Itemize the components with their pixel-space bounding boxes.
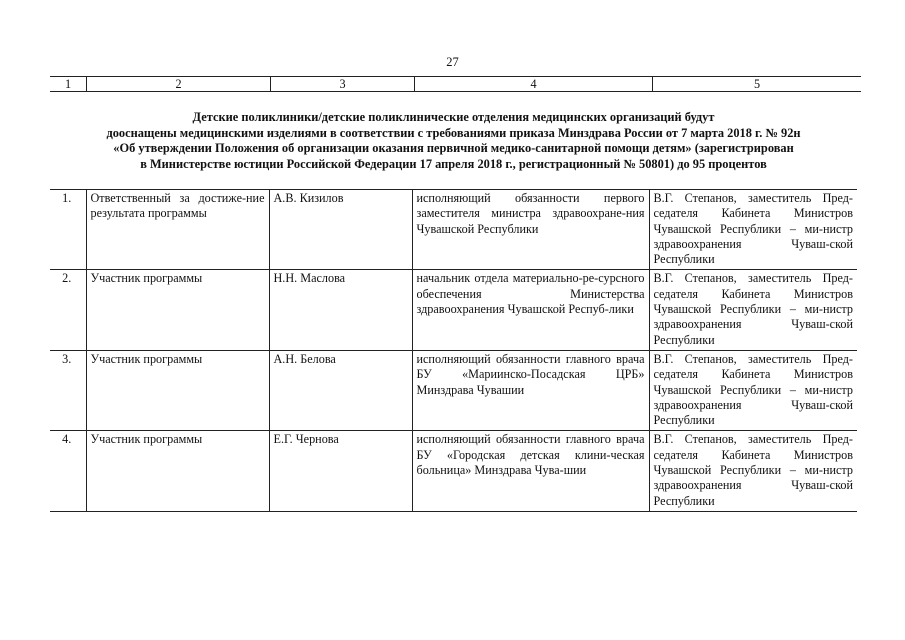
name-cell: Е.Г. Чернова: [269, 431, 412, 511]
section-heading-line: дооснащены медицинскими изделиями в соответствии с требованиями приказа Минздрава России от 7 марта 2018 г. № 92н: [106, 125, 801, 140]
name-cell: А.В. Кизилов: [269, 190, 412, 270]
supervisor-cell: В.Г. Степанов, заместитель Пред-седателя Кабинета Министров Чувашской Республики – ми-нистр здравоохранения Чуваш-ской Республики: [649, 190, 857, 270]
column-number-5: 5: [653, 77, 862, 92]
page-number: 27: [446, 55, 459, 69]
section-heading-line: в Министерстве юстиции Российской Федерации 17 апреля 2018 г., регистрационный № 50801) до 95 процентов: [140, 156, 767, 171]
position-cell: исполняющий обязанности главного врача БУ «Мариинско-Посадская ЦРБ» Минздрава Чувашии: [412, 350, 649, 430]
row-number: 3.: [50, 350, 86, 430]
section-heading-line: Детские поликлиники/детские поликлинические отделения медицинских организаций будут: [192, 110, 715, 124]
column-number-1: 1: [50, 77, 87, 92]
role-cell: Участник программы: [86, 270, 269, 350]
name-cell: Н.Н. Маслова: [269, 270, 412, 350]
responsibility-table: [50, 189, 857, 512]
role-cell: Участник программы: [86, 431, 269, 511]
table-row: [50, 431, 857, 511]
column-number-4: 4: [415, 77, 653, 92]
table-row: [50, 270, 857, 350]
column-number-header: [50, 76, 861, 92]
position-cell: исполняющий обязанности главного врача БУ «Городская детская клини-ческая больница» Минздрава Чува-шии: [412, 431, 649, 511]
role-cell: Ответственный за достиже-ние результата программы: [86, 190, 269, 270]
position-cell: исполняющий обязанности первого заместителя министра здравоохране-ния Чувашской Республики: [412, 190, 649, 270]
position-cell: начальник отдела материально-ре-сурсного обеспечения Министерства здравоохранения Чувашской Респуб-лики: [412, 270, 649, 350]
column-number-row: [50, 77, 861, 92]
table-row: [50, 350, 857, 430]
column-number-2: 2: [87, 77, 271, 92]
name-cell: А.Н. Белова: [269, 350, 412, 430]
supervisor-cell: В.Г. Степанов, заместитель Пред-седателя Кабинета Министров Чувашской Республики – ми-нистр здравоохранения Чуваш-ской Республики: [649, 270, 857, 350]
section-heading: [50, 110, 857, 172]
row-number: 4.: [50, 431, 86, 511]
role-cell: Участник программы: [86, 350, 269, 430]
row-number: 1.: [50, 190, 86, 270]
supervisor-cell: В.Г. Степанов, заместитель Пред-седателя Кабинета Министров Чувашской Республики – ми-нистр здравоохранения Чуваш-ской Республики: [649, 431, 857, 511]
section-heading-line: «Об утверждении Положения об организации оказания первичной медико-санитарной помощи детям» (зарегистрирован: [113, 141, 794, 156]
supervisor-cell: В.Г. Степанов, заместитель Пред-седателя Кабинета Министров Чувашской Республики – ми-нистр здравоохранения Чуваш-ской Республики: [649, 350, 857, 430]
column-number-3: 3: [271, 77, 415, 92]
table-row: [50, 190, 857, 270]
row-number: 2.: [50, 270, 86, 350]
